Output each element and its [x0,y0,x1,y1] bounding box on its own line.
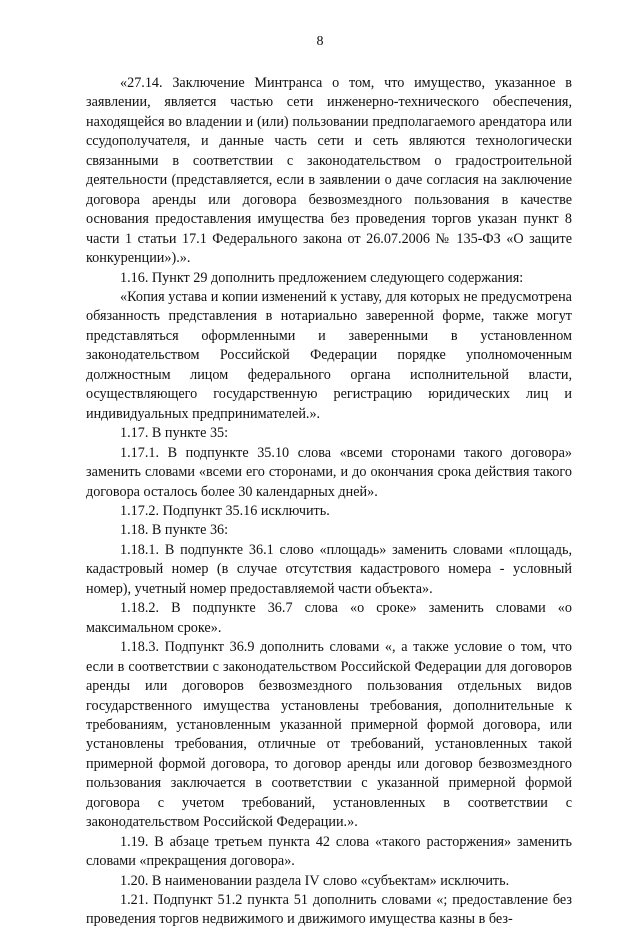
paragraph-1-16: 1.16. Пункт 29 дополнить предложением следующего содержания: [120,269,524,286]
paragraph-1-19: 1.19. В абзаце третьем пункта 42 слова «такого расторжения» заменить словами «прекращения договора». [86,833,572,870]
paragraph-27-14: «27.14. Заключение Минтранса о том, что имущество, указанное в заявлении, является частью сети инженерно-технического обеспечения, находящейся во владении и (или) пользовании предполагаемого арендатора или ссудополучателя, и данные часть сети и сеть являются технологически связанными в соответствии с законодательством о градостроительной деятельности (представляется, если в заявлении о даче согласия на заключение договора аренды или договора безвозмездного пользования в качестве основания предоставления имущества без проведения торгов указан пункт 8 части 1 статьи 17.1 Федерального закона от 26.07.2006 № 135-ФЗ «О защите конкуренции»).». [86,75,572,267]
paragraph-1-18: 1.18. В пункте 36: [120,522,229,539]
paragraph-1-18-2: 1.18.2. В подпункте 36.7 слова «о сроке» заменить словами «о максимальном сроке». [86,600,572,636]
paragraph-1-18-1: 1.18.1. В подпункте 36.1 слово «площадь» заменить словами «площадь, кадастровый номер (в случае отсутствия кадастрового номера - условный номер), учетный номер предоставляемой части объекта». [86,541,572,597]
paragraph-1-18-3: 1.18.3. Подпункт 36.9 дополнить словами «, а также условие о том, что если в соответствии с законодательством Российской Федерации для договоров аренды или договоров безвозмездного пользования отдельных видов государственного имущества установлены требования, дополнительные к требованиям, установленным указанной примерной формой договора, или установлены требования, отличные от требований, установленных такой примерной формой договора, то договор аренды или договор безвозмездного пользования заключается в соответствии с указанной примерной формой договора с учетом требований, установленных в соответствии с законодательством Российской Федерации.». [86,639,572,831]
paragraph-charter-copies: «Копия устава и копии изменений к уставу, для которых не предусмотрена обязанность представления в нотариально заверенной форме, также могут представляться оформленными и заверенными в установленном законодательством Российской Федерации порядке уполномоченным должностным лицом федерального органа исполнительной власти, осуществляющего государственную регистрацию юридических лиц и индивидуальных предпринимателей.». [86,288,572,422]
paragraph-1-17-1: 1.17.1. В подпункте 35.10 слова «всеми сторонами такого договора» заменить словами «всеми его сторонами, и до окончания срока действия такого договора осталось более 30 календарных дней». [86,444,572,500]
paragraph-1-21: 1.21. Подпункт 51.2 пункта 51 дополнить словами «; предоставление без проведения торгов недвижимого и движимого имущества казны в без- [86,892,572,928]
document-body [86,74,572,930]
paragraph-1-17: 1.17. В пункте 35: [120,425,229,442]
page-number: 8 [316,34,324,49]
paragraph-1-17-2: 1.17.2. Подпункт 35.16 исключить. [120,502,330,519]
paragraph-1-20: 1.20. В наименовании раздела IV слово «субъектам» исключить. [120,872,510,889]
